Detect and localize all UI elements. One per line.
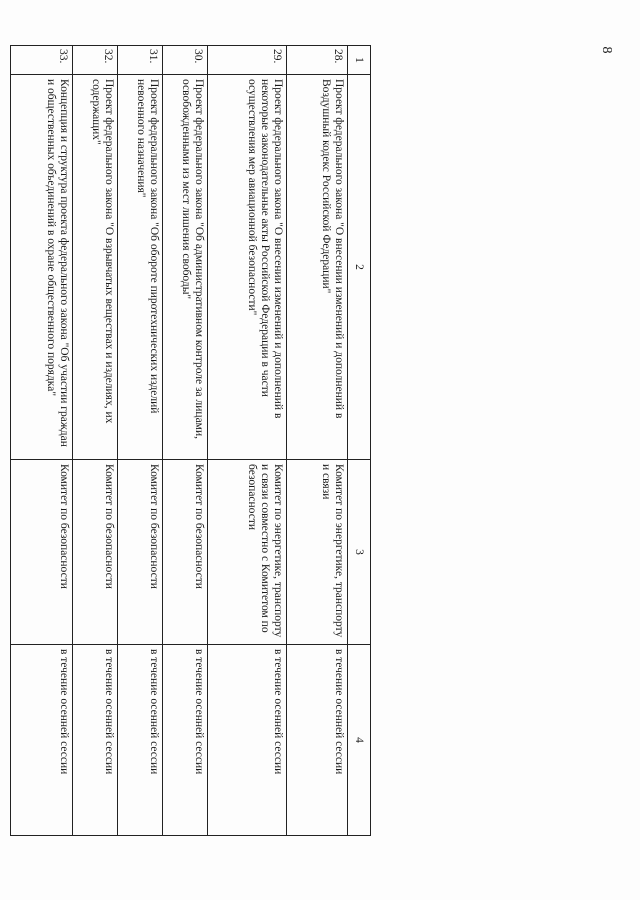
bill-title: Проект федерального закона "О внесении изменений и дополнений в Воздушный кодекс Российской Федерации" [287,75,348,460]
responsible-committee: Комитет по безопасности [11,460,73,645]
table-row [11,46,73,836]
rotated-landscape-page [37,45,371,835]
table-row [118,46,163,836]
term: в течение осенней сессии [208,645,287,836]
bill-title: Проект федерального закона "О взрывчатых веществах и изделиях, их содержащих" [73,75,118,460]
page-number: 8 [599,46,614,54]
header-col-2: 2 [348,75,371,460]
term: в течение осенней сессии [118,645,163,836]
legislative-plan-table [10,45,371,836]
bill-title: Проект федерального закона "О внесении изменений и дополнений в некоторые законодательные акты Российской Федерации в части осуществления мер авиационной безопасности" [208,75,287,460]
table-row [208,46,287,836]
bill-title: Проект федерального закона "Об обороте пиротехнических изделий невоенного назначения" [118,75,163,460]
bill-title: Концепция и структура проекта федерального закона "Об участии граждан и общественных объединений в охране общественного порядка" [11,75,73,460]
row-number: 29. [208,46,287,75]
responsible-committee: Комитет по безопасности [118,460,163,645]
row-number: 31. [118,46,163,75]
responsible-committee: Комитет по энергетике, транспорту и связи совместно с Комитетом по безопасности [208,460,287,645]
row-number: 32. [73,46,118,75]
document-table-wrapper [37,45,371,835]
bill-title: Проект федерального закона "Об административном контроле за лицами, освобожденными из мест лишения свободы" [163,75,208,460]
header-col-1: 1 [348,46,371,75]
table-header-row [348,46,371,836]
term: в течение осенней сессии [163,645,208,836]
header-col-3: 3 [348,460,371,645]
responsible-committee: Комитет по безопасности [73,460,118,645]
table-row [287,46,348,836]
term: в течение осенней сессии [73,645,118,836]
row-number: 28. [287,46,348,75]
responsible-committee: Комитет по безопасности [163,460,208,645]
term: в течение осенней сессии [287,645,348,836]
term: в течение осенней сессии [11,645,73,836]
header-col-4: 4 [348,645,371,836]
responsible-committee: Комитет по энергетике, транспорту и связи [287,460,348,645]
table-row [73,46,118,836]
table-row [163,46,208,836]
row-number: 30. [163,46,208,75]
row-number: 33. [11,46,73,75]
